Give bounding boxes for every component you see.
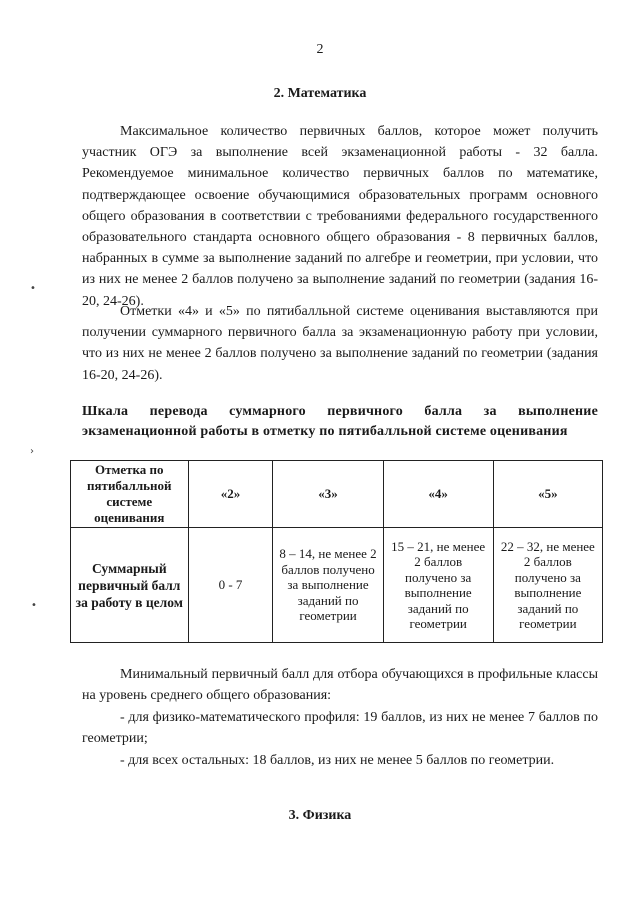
score-cell-grade-4: 15 – 21, не менее 2 баллов получено за выполнение заданий по геометрии — [383, 528, 493, 643]
paragraph-grades-4-5: Отметки «4» и «5» по пятибалльной системе оценивания выставляются при получении суммарного первичного балла за экзаменационную работу при условии, что из них не менее 2 баллов получено за выполнение заданий по геометрии (задания 16-20, 24-26). — [82, 304, 598, 383]
table-row — [71, 528, 603, 643]
row-label-cell: Суммарный первичный балл за работу в целом — [71, 528, 189, 643]
grade-conversion-table — [70, 460, 603, 643]
grade-2-header: «2» — [188, 461, 273, 528]
profile-item-other: - для всех остальных: 18 баллов, из них не менее 5 баллов по геометрии. — [120, 753, 555, 768]
section-title-math: 2. Математика — [273, 86, 367, 101]
scan-mark-2: › — [30, 446, 34, 457]
scan-mark-3: • — [31, 600, 37, 611]
grade-5-header: «5» — [493, 461, 602, 528]
scan-mark-1: • — [30, 283, 36, 294]
header-label-cell: Отметка по пятибалльной системе оценивания — [71, 461, 189, 528]
grade-3-header: «3» — [273, 461, 383, 528]
grade-4-header: «4» — [383, 461, 493, 528]
scale-title: Шкала перевода суммарного первичного балла за выполнение экзаменационной работы в отметку по пятибалльной системе оценивания — [82, 404, 598, 439]
score-cell-grade-3: 8 – 14, не менее 2 баллов получено за выполнение заданий по геометрии — [273, 528, 383, 643]
profile-intro: Минимальный первичный балл для отбора обучающихся в профильные классы на уровень среднего общего образования: — [82, 667, 598, 704]
paragraph-max-score: Максимальное количество первичных баллов, которое может получить участник ОГЭ за выполнение всей экзаменационной работы - 32 балла. Рекомендуемое минимальное количество первичных баллов по математике, подтверждающее освоение обучающимися образовательных программ основного общего образования в соответствии с требованиями федерального государственного образовательного стандарта основного общего образования - 8 первичных баллов, набранных в сумме за выполнение заданий по алгебре и геометрии, при условии, что из них не менее 2 баллов получено за выполнение заданий по геометрии (задания 16-20, 24-26). — [82, 124, 598, 309]
score-cell-grade-5: 22 – 32, не менее 2 баллов получено за выполнение заданий по геометрии — [493, 528, 602, 643]
page-number: 2 — [316, 42, 324, 57]
score-cell-grade-2: 0 - 7 — [188, 528, 273, 643]
profile-item-physmath: - для физико-математического профиля: 19 баллов, из них не менее 7 баллов по геометрии; — [82, 710, 598, 747]
section-title-physics: 3. Физика — [288, 808, 352, 823]
table-header-row — [71, 461, 603, 528]
